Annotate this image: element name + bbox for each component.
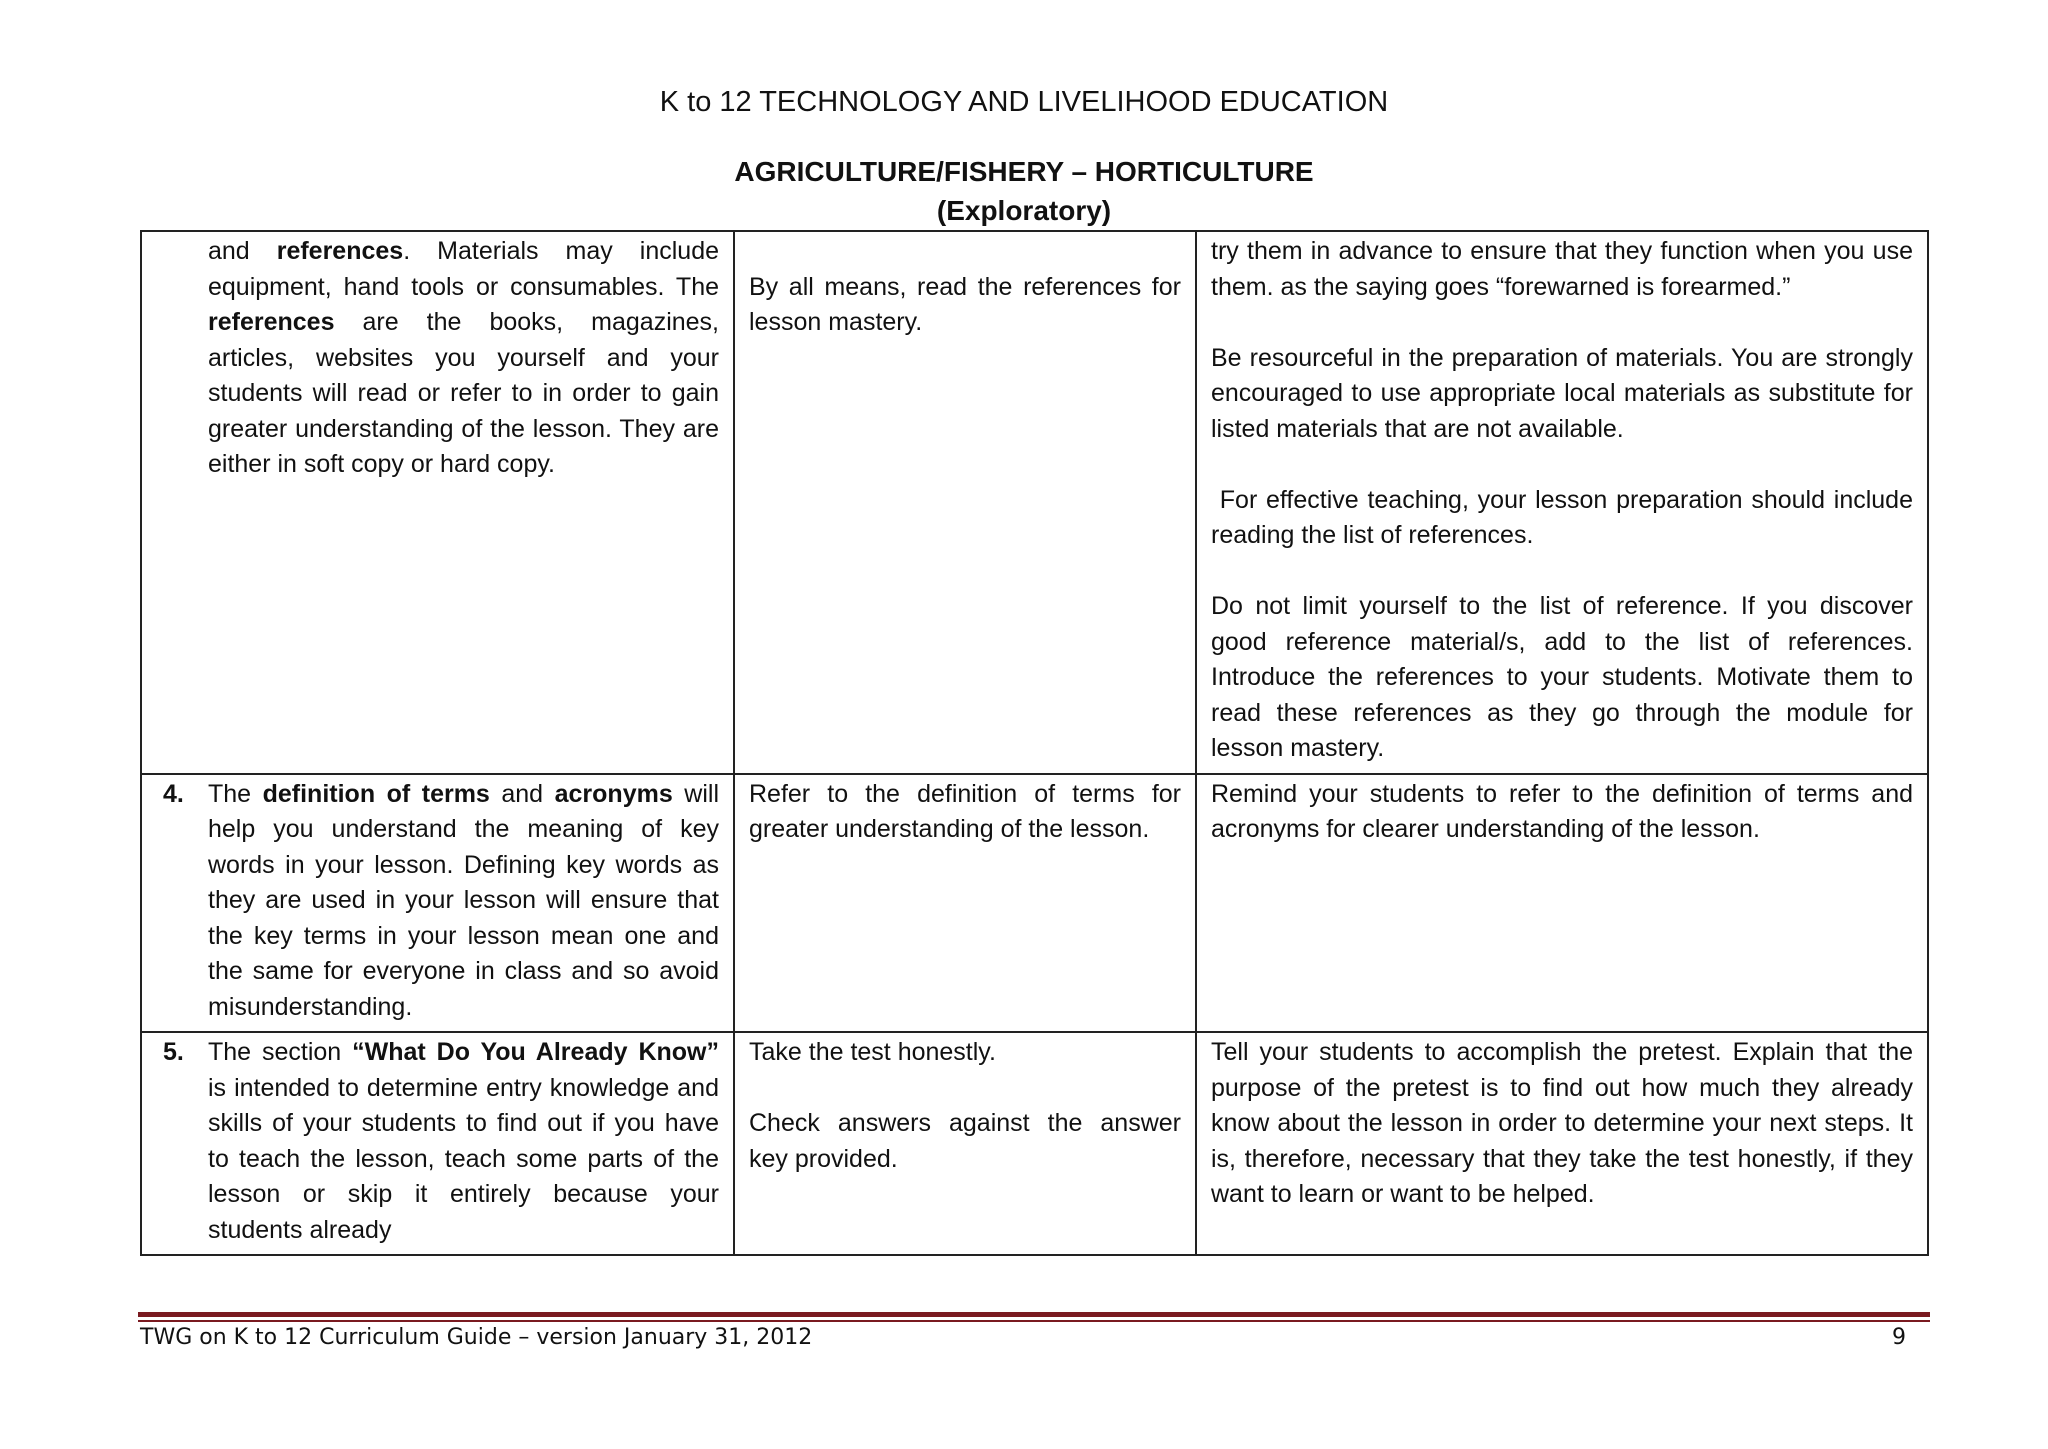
document-subtitle	[0, 152, 2048, 230]
bold-term: acronyms	[554, 779, 673, 808]
text-run: . Materials may include equipment, hand tools or consumables. The	[208, 237, 719, 301]
text-run: is intended to determine entry knowledge and skills of your students to find out if you have to teach the lesson, teach some parts of the lesson or skip it entirely because your students already	[208, 1073, 719, 1244]
row-3-col-2	[734, 1032, 1196, 1255]
bold-term: “What Do You Already Know”	[352, 1038, 719, 1066]
document-title: K to 12 TECHNOLOGY AND LIVELIHOOD EDUCATION	[659, 86, 1389, 118]
row-3-learner-p1: Take the test honestly.	[749, 1038, 996, 1066]
bold-term: references	[276, 237, 404, 265]
row-2-col-1	[141, 774, 734, 1033]
row-1-col-1	[141, 231, 734, 774]
subtitle-line-2: (Exploratory)	[936, 195, 1112, 226]
text-run: The	[208, 779, 263, 808]
text-run: and	[489, 779, 555, 808]
page-number: 9	[1892, 1325, 1906, 1350]
row-2-learner-text: Refer to the definition of terms for greater understanding of the lesson.	[749, 779, 1181, 843]
row-1-col-2	[734, 231, 1196, 774]
row-3-learner-p2: Check answers against the answer key provided.	[749, 1109, 1181, 1173]
guide-table	[140, 230, 1929, 1256]
row-1-teacher-p2: Be resourceful in the preparation of materials. You are strongly encouraged to use appropriate local materials as substitute for listed materials that are not available.	[1211, 343, 1913, 443]
bold-term: definition of terms	[262, 779, 490, 808]
row-2-teacher-p1: Remind your students to refer to the definition of terms and acronyms for clearer understanding of the lesson.	[1211, 779, 1913, 843]
row-1-teacher-p4: Do not limit yourself to the list of reference. If you discover good reference material/s, add to the list of references. Introduce the references to your students. Motivate them to read these references as they go through the module for lesson mastery.	[1211, 592, 1913, 762]
text-run: will help you understand the meaning of key words in your lesson. Defining key words as they are used in your lesson will ensure that the key terms in your lesson mean one and the same for everyone in class and so avoid misunderstanding.	[208, 779, 719, 1021]
subtitle-line-1: AGRICULTURE/FISHERY – HORTICULTURE	[734, 156, 1314, 187]
table-row	[141, 774, 1928, 1033]
footer-rule-thick	[138, 1312, 1930, 1317]
table-row	[141, 1032, 1928, 1255]
item-number: 4.	[163, 779, 184, 808]
row-3-col-1	[141, 1032, 734, 1255]
text-run: are the books, magazines, articles, websites you yourself and your students will read or refer to in order to gain greater understanding of the lesson. They are either in soft copy or hard copy.	[208, 308, 719, 478]
bold-term: references	[208, 308, 335, 336]
row-1-col-3	[1196, 231, 1928, 774]
row-3-col-3	[1196, 1032, 1928, 1255]
table-row	[141, 231, 1928, 774]
row-2-col-2	[734, 774, 1196, 1033]
row-2-text	[156, 777, 719, 1026]
row-1-teacher-p1: try them in advance to ensure that they function when you use them. as the saying goes “forewarned is forearmed.”	[1211, 237, 1913, 301]
row-3-text	[156, 1035, 719, 1248]
row-1-text	[156, 234, 719, 483]
item-number: 5.	[163, 1038, 184, 1066]
row-1-teacher-p3: For effective teaching, your lesson preparation should include reading the list of references.	[1211, 485, 1920, 549]
row-3-teacher-p1: Tell your students to accomplish the pretest. Explain that the purpose of the pretest is to find out how much they already know about the lesson in order to determine your next steps. It is, therefore, necessary that they take the test honestly, if they want to learn or want to be helped.	[1211, 1038, 1913, 1208]
row-2-col-3	[1196, 774, 1928, 1033]
text-run: and	[208, 237, 277, 265]
text-run: The section	[208, 1038, 353, 1066]
row-1-learner-text: By all means, read the references for lesson mastery.	[749, 272, 1181, 336]
footer-text: TWG on K to 12 Curriculum Guide – version January 31, 2012	[140, 1325, 813, 1350]
